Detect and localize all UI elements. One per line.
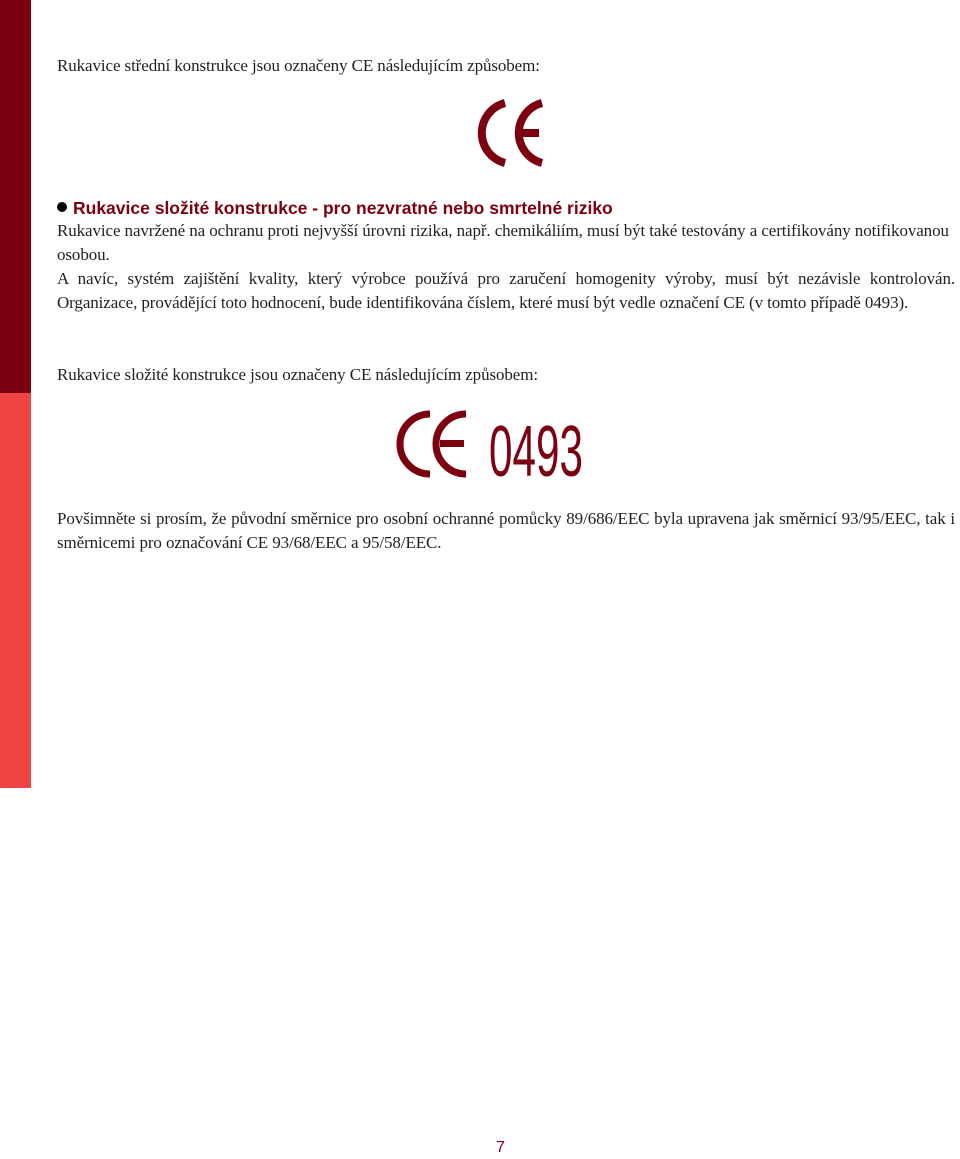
side-bar-dark	[0, 0, 31, 393]
section-heading-text: Rukavice složité konstrukce - pro nezvratné nebo smrtelné riziko	[73, 198, 613, 218]
section-heading	[57, 196, 955, 220]
page-number: 7	[496, 1139, 505, 1156]
ce-mark-number: 0493	[489, 412, 583, 492]
ce-mark-logo	[470, 96, 546, 170]
ce-0493-mark-logo	[397, 408, 587, 492]
bullet-icon	[57, 202, 67, 212]
paragraph-marking-intro: Rukavice složité konstrukce jsou označeny CE následujícím způsobem:	[57, 365, 538, 384]
paragraph-quality-system: A navíc, systém zajištění kvality, který výrobce používá pro zaručení homogenity výroby, musí být nezávisle kontrolován. Organizace, provádějící toto hodnocení, bude identifikována číslem, které musí být vedle označení CE (v tomto případě 0493).	[57, 269, 955, 312]
directive-note: Povšimněte si prosím, že původní směrnice pro osobní ochranné pomůcky 89/686/EEC byla upravena jak směrnicí 93/95/EEC, tak i směrnicemi pro označování CE 93/68/EEC a 95/58/EEC.	[57, 509, 955, 552]
paragraph-notified-body: Rukavice navržené na ochranu proti nejvyšší úrovni rizika, např. chemikáliím, musí být také testovány a certifikovány notifikovanou osobou.	[57, 221, 949, 264]
side-bar-light	[0, 393, 31, 788]
intro-text: Rukavice střední konstrukce jsou označeny CE následujícím způsobem:	[57, 56, 540, 75]
